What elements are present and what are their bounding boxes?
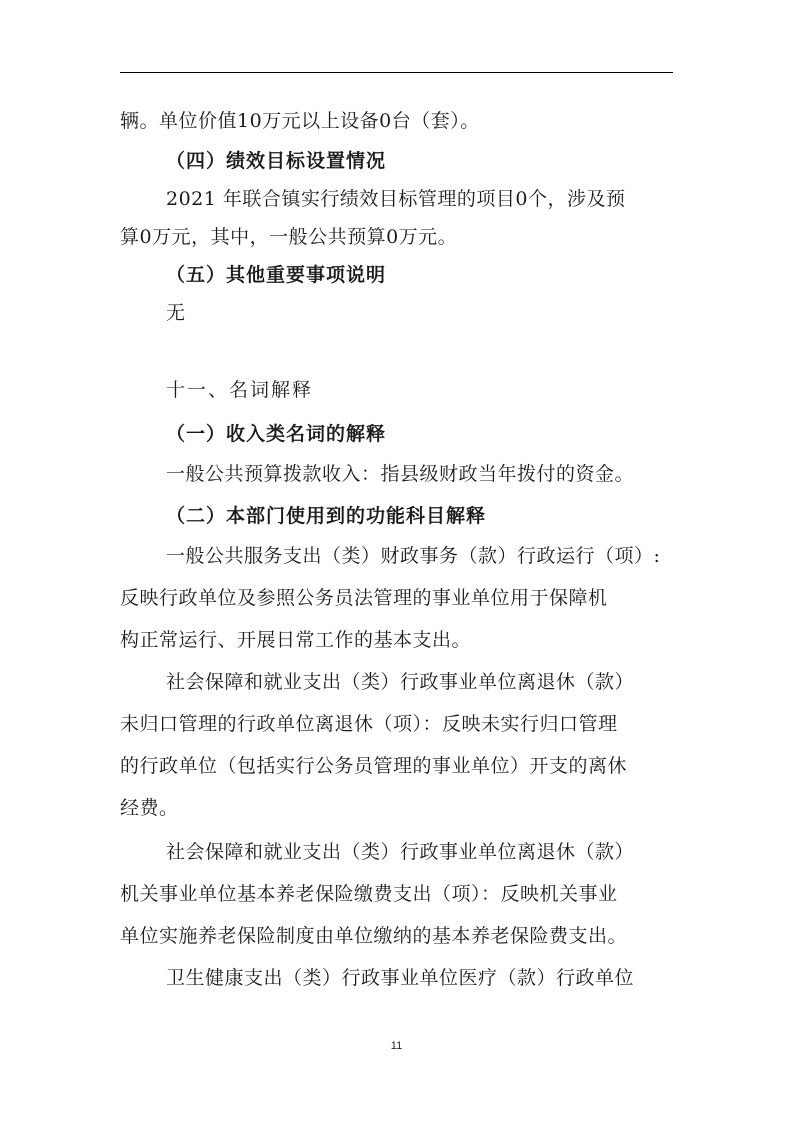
body-text-line: 单位实施养老保险制度由单位缴纳的基本养老保险费支出。 xyxy=(120,925,628,947)
body-text-line: 的行政单位（包括实行公务员管理的事业单位）开支的离休 xyxy=(120,755,628,777)
body-text-line: 无 xyxy=(166,302,186,324)
body-text-line: 社会保障和就业支出（类）行政事业单位离退休（款） xyxy=(166,841,635,863)
body-text-line: 卫生健康支出（类）行政事业单位医疗（款）行政单位 xyxy=(166,967,635,989)
body-text-line: 辆。单位价值10万元以上设备0台（套）。 xyxy=(120,110,480,132)
body-text-line: 构正常运行、开展日常工作的基本支出。 xyxy=(120,629,472,651)
section-heading: （二）本部门使用到的功能科目解释 xyxy=(166,505,487,527)
body-text-line: 经费。 xyxy=(120,797,179,819)
header-rule xyxy=(120,72,673,73)
section-heading: （五）其他重要事项说明 xyxy=(166,264,387,286)
body-text-line: 未归口管理的行政单位离退休（项）：反映未实行归口管理 xyxy=(120,713,618,735)
chapter-heading: 十一、名词解释 xyxy=(166,379,314,401)
body-text-line: 一般公共预算拨款收入：指县级财政当年拨付的资金。 xyxy=(166,463,635,485)
body-text-line: 反映行政单位及参照公务员法管理的事业单位用于保障机 xyxy=(120,587,608,609)
section-heading: （一）收入类名词的解释 xyxy=(166,423,387,445)
body-text-line: 一般公共服务支出（类）财政事务（款）行政运行（项）: xyxy=(166,545,661,567)
page-number: 11 xyxy=(390,1040,403,1052)
body-text-line: 算0万元，其中，一般公共预算0万元。 xyxy=(120,226,458,248)
section-heading: （四）绩效目标设置情况 xyxy=(166,150,387,172)
body-text-line: 2021 年联合镇实行绩效目标管理的项目0个，涉及预 xyxy=(166,188,626,210)
body-text-line: 社会保障和就业支出（类）行政事业单位离退休（款） xyxy=(166,671,635,693)
body-text-line: 机关事业单位基本养老保险缴费支出（项）：反映机关事业 xyxy=(120,883,618,905)
